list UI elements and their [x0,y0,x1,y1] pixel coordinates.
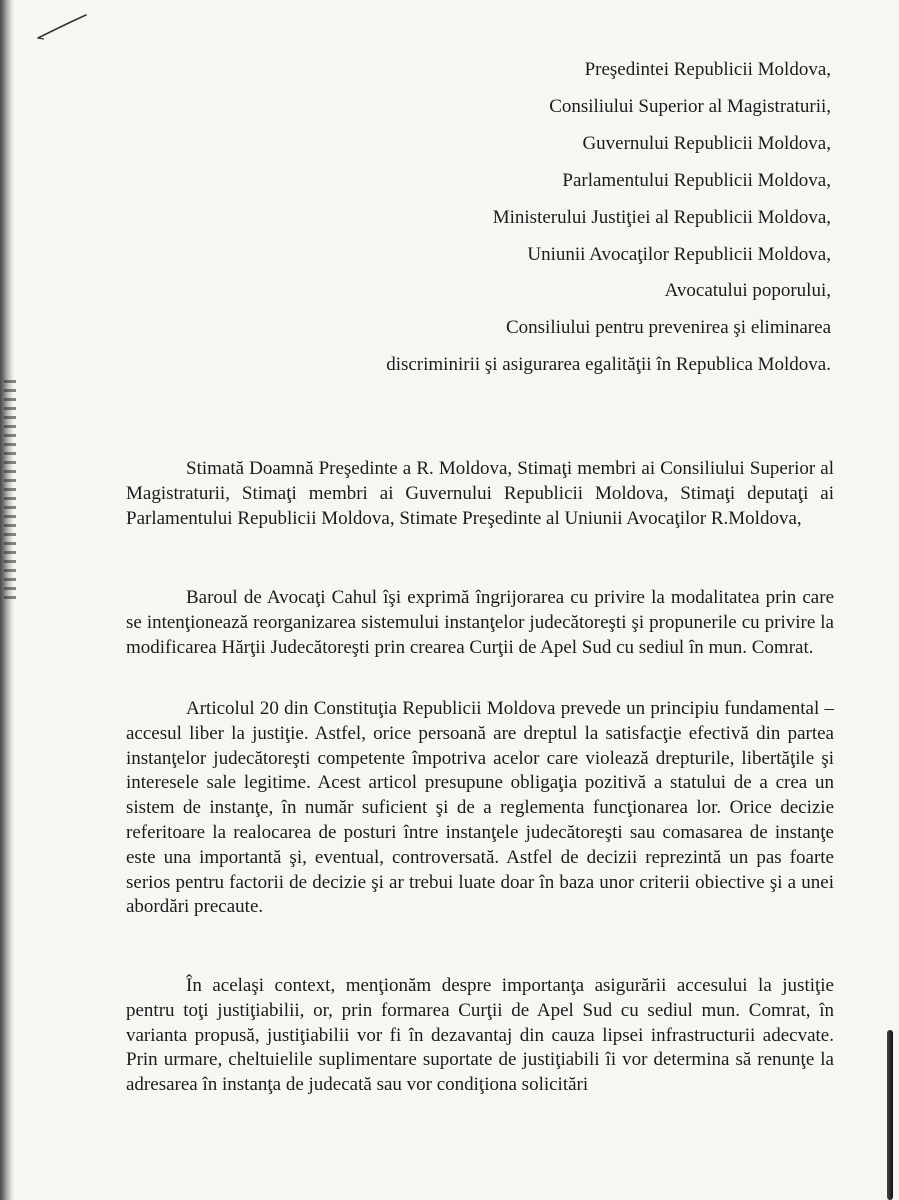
concern-paragraph [126,586,834,660]
addressee-block [386,52,831,384]
constitution-paragraph [126,697,834,920]
addressee-line: Guvernului Republicii Moldova, [582,132,831,154]
pen-stroke-mark [36,12,90,42]
scan-edge-right [887,1030,893,1200]
addressee-line: Parlamentului Republicii Moldova, [562,169,831,191]
addressee-line: discriminirii şi asigurarea egalităţii în Republica Moldova. [386,354,831,376]
scan-speckle [4,380,16,600]
salutation-paragraph [126,457,834,531]
addressee-line: Ministerului Justiţiei al Republicii Moldova, [492,206,831,228]
scan-edge-left [0,0,14,1200]
paragraph-text: Articolul 20 din Constituţia Republicii Moldova prevede un principiu fundamental – accesul liber la justiţie. Astfel, orice persoană are dreptul la satisfacţie efectivă din partea instanţelor judecătoreşti competente împotriva acelor care violează drepturile, libertăţile şi interesele sale legitime. Acest articol presupune obligaţia pozitivă a statului de a crea un sistem de instanţe, în număr suficient şi de a reglementa funcţionarea lor. Orice decizie referitoare la realocarea de posturi între instanţele judecătoreşti sau comasarea de instanţe este una importantă şi, eventual, controversată. Astfel de decizii reprezintă un pas foarte serios pentru factorii de decizie şi ar trebui luate doar în baza unor criterii obiective şi a unei abordări precaute. [126,698,834,918]
addressee-line: Consiliului pentru prevenirea şi eliminarea [505,317,831,339]
addressee-line: Consiliului Superior al Magistraturii, [549,95,831,117]
paragraph-text: Baroul de Avocaţi Cahul îşi exprimă îngrijorarea cu privire la modalitatea prin care se intenţionează reorganizarea sistemului instanţelor judecătoreşti şi propunerile cu privire la modificarea Hărţii Judecătoreşti prin crearea Curţii de Apel Sud cu sediul în mun. Comrat. [126,587,834,658]
paragraph-text: În acelaşi context, menţionăm despre importanţa asigurării accesului la justiţie pentru toţi justiţiabilii, or, prin formarea Curţii de Apel Sud cu sediul mun. Comrat, în varianta propusă, justiţiabilii vor fi în dezavantaj din cauza lipsei infrastructurii adecvate. Prin urmare, cheltuielile suplimentare suportate de justiţiabili îi vor determina să renunţe la adresarea în instanţa de judecată sau vor condiţiona solicitări [126,975,834,1096]
addressee-line: Avocatului poporului, [664,280,831,302]
addressee-line: Preşedintei Republicii Moldova, [584,59,831,80]
access-justice-paragraph [126,974,834,1098]
addressee-line: Uniunii Avocaţilor Republicii Moldova, [527,243,831,265]
paragraph-text: Stimată Doamnă Preşedinte a R. Moldova, Stimaţi membri ai Consiliului Superior al Magistraturii, Stimaţi membri ai Guvernului Republicii Moldova, Stimaţi deputaţi ai Parlamentului Republicii Moldova, Stimate Preşedinte al Uniunii Avocaţilor R.Moldova, [126,458,834,529]
